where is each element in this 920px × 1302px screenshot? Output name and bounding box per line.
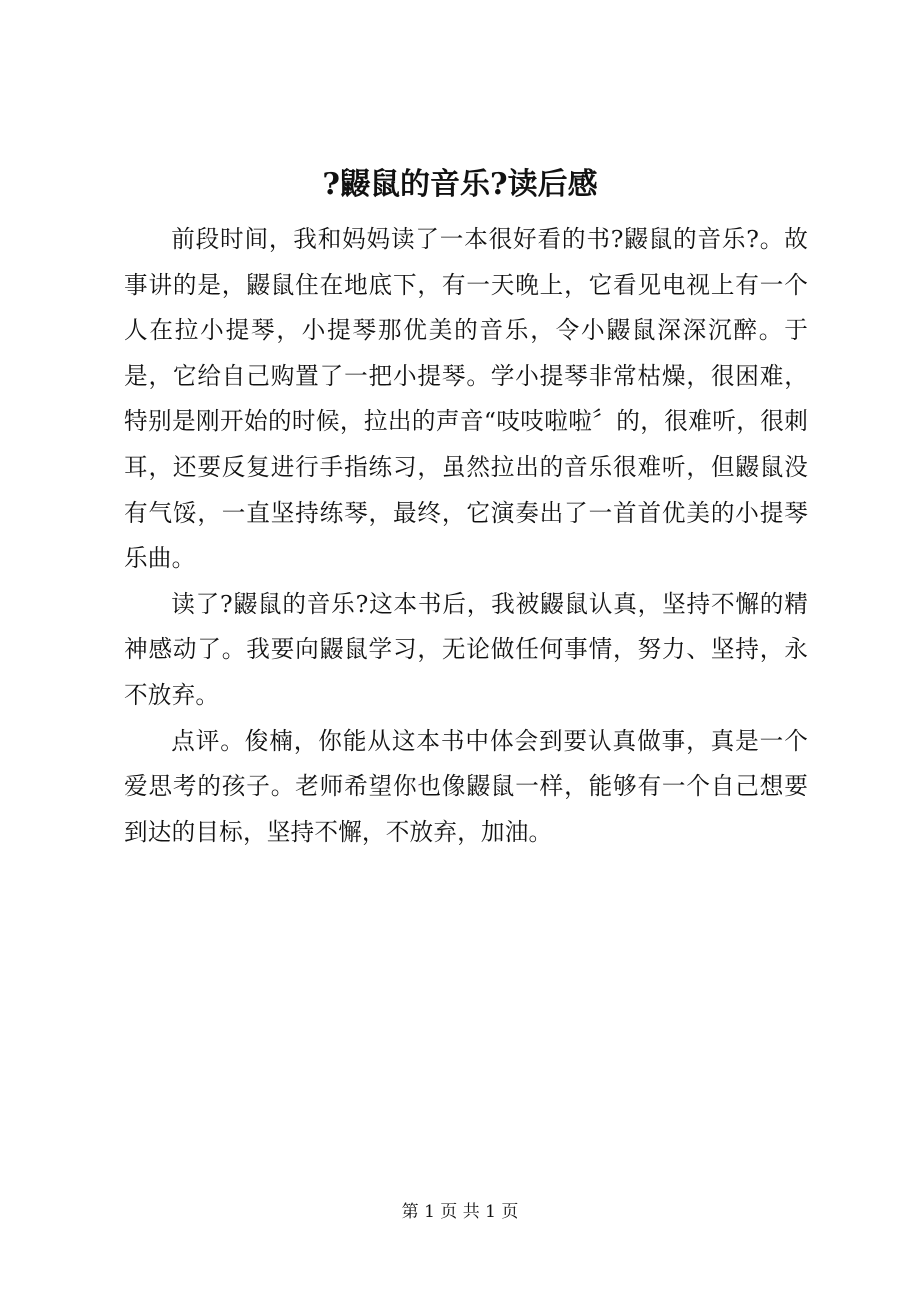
paragraph-story: 前段时间，我和妈妈读了一本很好看的书?鼹鼠的音乐?。故事讲的是，鼹鼠住在地底下，有一天晚上，它看见电视上有一个人在拉小提琴，小提琴那优美的音乐，令小鼹鼠深深沉醉。于是，它给自己购置了一把小提琴。学小提琴非常枯燥，很困难，特别是刚开始的时候，拉出的声音“吱吱啦啦〞的，很难听，很刺耳，还要反复进行手指练习，虽然拉出的音乐很难听，但鼹鼠没有气馁，一直坚持练琴，最终，它演奏出了一首首优美的小提琴乐曲。	[124, 225, 808, 573]
page-number-footer: 第 1 页 共 1 页	[401, 1202, 519, 1222]
paragraph-reflection: 读了?鼹鼠的音乐?这本书后，我被鼹鼠认真，坚持不懈的精神感动了。我要向鼹鼠学习，无论做任何事情，努力、坚持，永不放弃。	[124, 589, 808, 709]
document-body	[124, 217, 808, 855]
paragraph-comment: 点评。俊楠，你能从这本书中体会到要认真做事，真是一个爱思考的孩子。老师希望你也像鼹鼠一样，能够有一个自己想要到达的目标，坚持不懈，不放弃，加油。	[124, 726, 808, 846]
document-title: ?鼹鼠的音乐?读后感	[322, 167, 598, 202]
